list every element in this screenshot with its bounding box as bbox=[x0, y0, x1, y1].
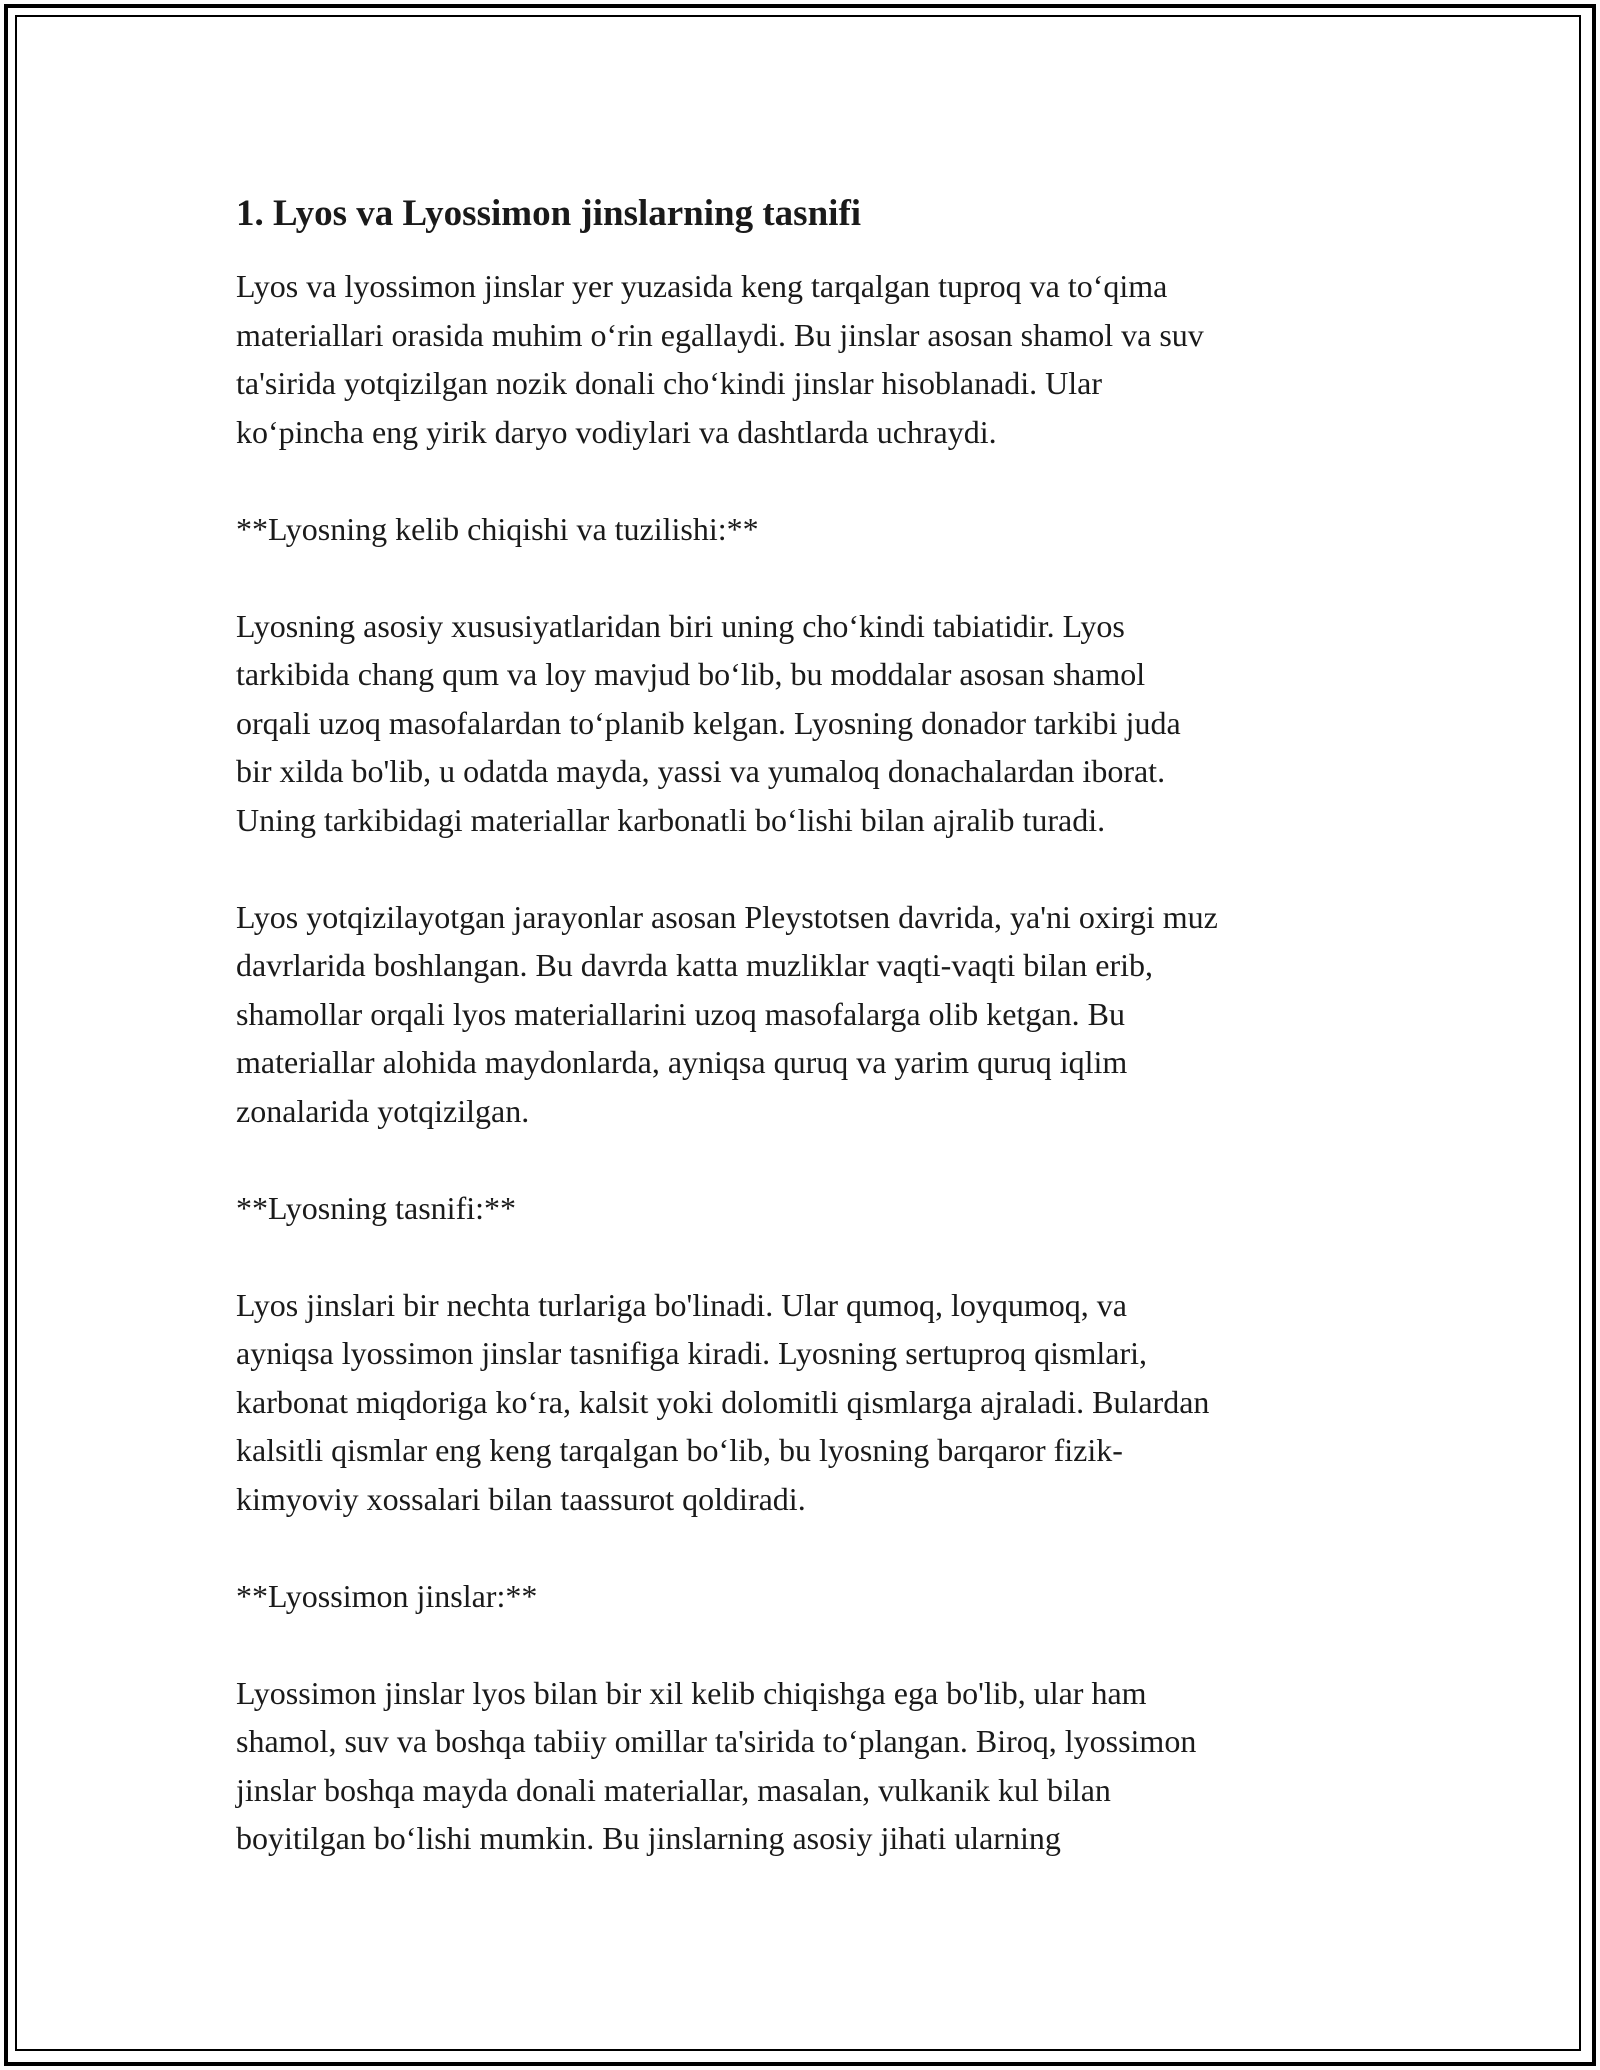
heading-classification: **Lyosning tasnifi:** bbox=[236, 1189, 516, 1226]
paragraph-origin-1: Lyosning asosiy xususiyatlaridan biri uning cho‘kindi tabiatidir. Lyos tarkibida chang qum va loy mavjud bo‘lib, bu moddalar asosan shamol orqali uzoq masofalardan to‘planib kelgan. Lyosning donador tarkibi juda bir xilda bo'lib, u odatda mayda, yassi va yumaloq donachalardan iborat. Uning tarkibidagi materiallar karbonatli bo‘lishi bilan ajralib turadi. bbox=[236, 607, 1181, 838]
paragraph-origin-2: Lyos yotqizilayotgan jarayonlar asosan Pleystotsen davrida, ya'ni oxirgi muz davrlarida boshlangan. Bu davrda katta muzliklar vaqti-vaqti bilan erib, shamollar orqali lyos materiallarini uzoq masofalarga olib ketgan. Bu materiallar alohida maydonlarda, ayniqsa quruq va yarim quruq iqlim zonalarida yotqizilgan. bbox=[236, 898, 1218, 1129]
paragraph-loess-like: Lyossimon jinslar lyos bilan bir xil kelib chiqishga ega bo'lib, ular ham shamol, suv va boshqa tabiiy omillar ta'sirida to‘plangan. Biroq, lyossimon jinslar boshqa mayda donali materiallar, masalan, vulkanik kul bilan boyitilgan bo‘lishi mumkin. Bu jinslarning asosiy jihati ularning bbox=[236, 1674, 1197, 1856]
heading-origin-structure: **Lyosning kelib chiqishi va tuzilishi:** bbox=[236, 510, 759, 547]
document-body bbox=[236, 186, 1386, 1911]
paragraph-classification: Lyos jinslari bir nechta turlariga bo'linadi. Ular qumoq, loyqumoq, va ayniqsa lyossimon jinslar tasnifiga kiradi. Lyosning sertuproq qismlari, karbonat miqdoriga ko‘ra, kalsit yoki dolomitli qismlarga ajraladi. Bulardan kalsitli qismlar eng keng tarqalgan bo‘lib, bu lyosning barqaror fizik- kimyoviy xossalari bilan taassurot qoldiradi. bbox=[236, 1286, 1210, 1517]
paragraph-intro: Lyos va lyossimon jinslar yer yuzasida keng tarqalgan tuproq va to‘qima materiallari orasida muhim o‘rin egallaydi. Bu jinslar asosan shamol va suv ta'sirida yotqizilgan nozik donali cho‘kindi jinslar hisoblanadi. Ular ko‘pincha eng yirik daryo vodiylari va dashtlarda uchraydi. bbox=[236, 268, 1204, 450]
heading-loess-like: **Lyossimon jinslar:** bbox=[236, 1577, 538, 1614]
document-title: 1. Lyos va Lyossimon jinslarning tasnifi bbox=[236, 193, 862, 234]
